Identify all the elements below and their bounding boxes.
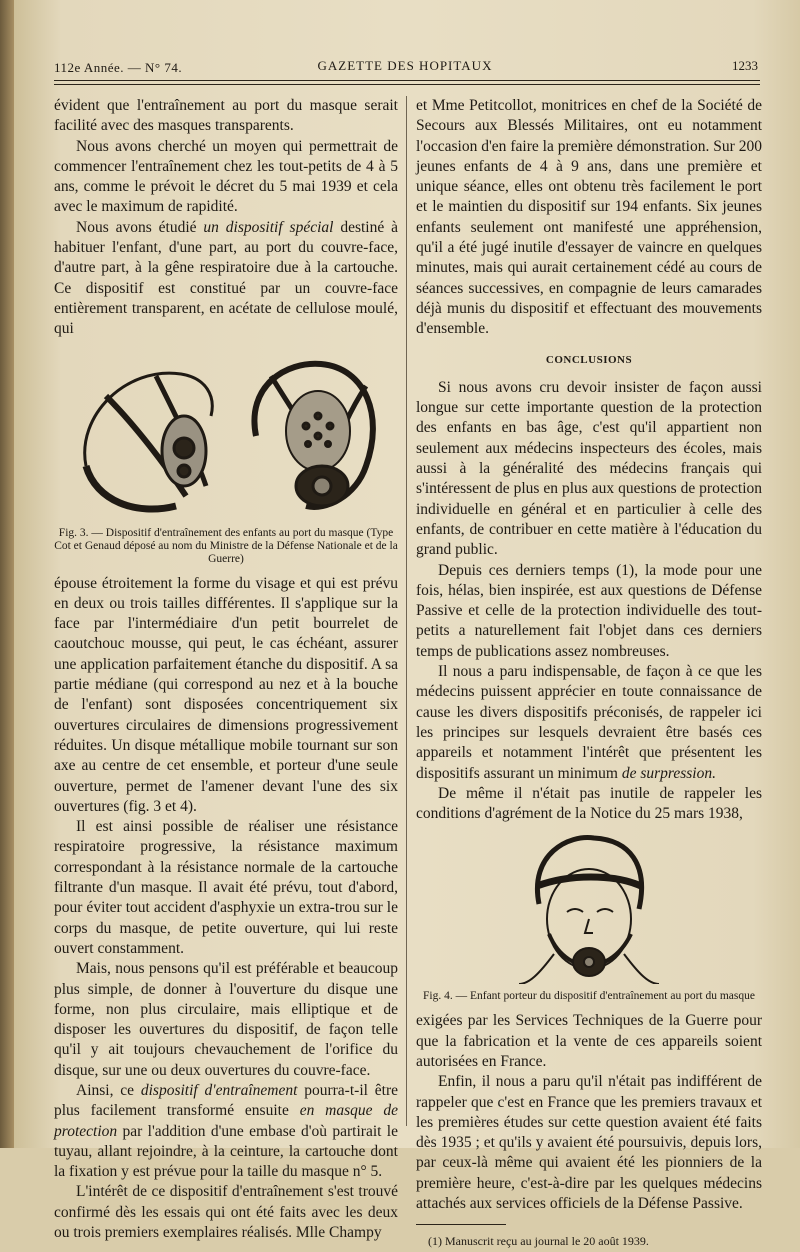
hair bbox=[537, 838, 641, 909]
section-heading: CONCLUSIONS bbox=[545, 353, 633, 366]
footnote-rule bbox=[416, 1224, 506, 1225]
header-rule-double bbox=[54, 84, 760, 85]
paragraph: Il est ainsi possible de réaliser une résistance respiratoire progressive, la résistance maximum correspondant à la résistance normale de la cartouche filtrante d'un masque. Il avait été prévu, tout d'abord, pour éviter tout accident d'asphyxie un extra-trou sur le corps du masque, de petite ouverture, qui lui reste ouvert constamment. bbox=[54, 818, 398, 957]
paragraph: et Mme Petitcollot, monitrices en chef de la Société de Secours aux Blessés Militaires, ont eu notamment l'occasion d'en faire la première démonstration. Sur 200 jeunes enfants de 4 à 9 ans, dans une première et unique séance, elles ont obtenu très facilement le port et le maintien du dispositif sur 194 enfants. Six jeunes enfants seulement ont manifesté une appréhension, qu'il a été jugé inutile d'essayer de vaincre en quelques minutes, mais qui aurait certainement cédé au cours de séances successives, en compagnie de leurs camarades déjà munis du dispositif et effectuant des mouvements d'ensemble. bbox=[416, 97, 762, 338]
journal-title: GAZETTE DES HOPITAUX bbox=[317, 58, 493, 73]
paragraph: De même il n'était pas inutile de rappeler les conditions d'agrément de la Notice du 25 mars 1938, bbox=[416, 784, 762, 823]
paragraph: Il nous a paru indispensable, de façon à ce que les médecins puissent apprécier en toute connaissance de cause les divers dispositifs préconisés, de rappeler ici les principes sur lesquels devraient être basés ces appareils et notamment l'intérêt que présentent les dispositifs assurant un minimum de surpression. bbox=[416, 663, 762, 782]
column-divider bbox=[406, 96, 407, 1126]
page-number: 1233 bbox=[732, 58, 758, 73]
emphasis: un dispositif spécial bbox=[203, 218, 334, 236]
paragraph: Nous avons cherché un moyen qui permettrait de commencer l'entraînement chez les tout-petits de 4 à 5 ans, comme le prévoit le décret du 5 mai 1939 et cela avec le maximum de rapidité. bbox=[54, 137, 398, 216]
paragraph: Mais, nous pensons qu'il est préférable et beaucoup plus simple, de donner à l'ouverture du disque une forme, non plus circulaire, mais elliptique et de disposer les ouvertures du dispositif, de façon telle qu'il y ait toujours chevauchement de l'orifice du disque, sur une ou deux ouvertures du couvre-face. bbox=[54, 960, 398, 1079]
paragraph: Enfin, il nous a paru qu'il n'était pas indifférent de rappeler que c'est en France que les premiers travaux et les premières études sur cette question avaient été faits dès 1935 ; et qu'ils y avaient été poursuivis, depuis lors, par ceux-là même qui avaient été les pionniers de la première heure, c'est-à-dire par les quelques médecins attachés aux services officiels de la Défense Passive. bbox=[416, 1073, 762, 1213]
emphasis: dispositif d'entraînement bbox=[140, 1081, 298, 1099]
paragraph: Depuis ces derniers temps (1), la mode pour une fois, hélas, bien inspirée, est aux questions de Défense Passive et celle de la protection individuelle des tout-petits a naturellement fait l'objet dans ces derniers temps de publications assez nombreuses. bbox=[416, 561, 762, 660]
figure-3-mask-illustration bbox=[66, 356, 386, 521]
figure-3-caption: Fig. 3. — Dispositif d'entraînement des enfants au port du masque (Type Cot et Genaud déposé au nom du Ministre de la Défense Nationale et de la Guerre) bbox=[54, 526, 398, 565]
paragraph: Si nous avons cru devoir insister de façon aussi longue sur cette importante question de la protection des enfants en bas âge, c'est qu'il appartient non seulement aux médecins inspecteurs des écoles, mais aussi à la généralité des médecins français qui s'intéressent de plus en plus aux questions de protection individuelle en général et en particulier à celle des enfants, de contribuer en cette matière à l'éducation du grand public. bbox=[416, 378, 762, 559]
emphasis: de surpression. bbox=[621, 764, 716, 782]
left-column bbox=[54, 96, 398, 1243]
issue-number: 112e Année. — N° 74. bbox=[54, 60, 183, 75]
paragraph: Nous avons étudié un dispositif spécial destiné à habituer l'enfant, d'une part, au port du couvre-face, d'autre part, à la gêne respiratoire due à la cartouche. Ce dispositif est constitué par un couvre-face entièrement transparent, en acétate de cellulose moulé, qui bbox=[54, 218, 399, 338]
headband bbox=[537, 877, 641, 886]
page-binding-edge bbox=[0, 0, 14, 1148]
paragraph: évident que l'entraînement au port du masque serait facilité avec des masques transparents. bbox=[54, 97, 398, 135]
right-column bbox=[416, 96, 762, 1252]
paragraph: épouse étroitement la forme du visage et qui est prévu en deux ou trois tailles différentes. Il s'applique sur la face par l'intermédiaire d'un petit bourrelet de caoutchouc mousse, qui peut, le cas échéant, assurer une application parfaitement étanche du dispositif. A sa partie médiane (qui correspond au nez et à la bouche de l'enfant) sont disposées concentriquement six ouvertures circulaires de dimensions progressivement réduites. Un disque métallique mobile tournant sur son axe au centre de cet ensemble, et porteur d'une seule ouverture, permet de l'amener devant l'une des six ouvertures (fig. 3 et 4). bbox=[54, 574, 398, 815]
header-rule bbox=[54, 80, 760, 81]
mask-front-view bbox=[254, 363, 372, 506]
paragraph: L'intérêt de ce dispositif d'entraînement s'est trouvé confirmé dès les essais qui ont été faits avec les deux ou trois premiers exemplaires réalisés. Mlle Champy bbox=[54, 1183, 398, 1242]
emphasis: en masque de protection bbox=[54, 1102, 398, 1140]
figure-4-child-illustration bbox=[499, 834, 679, 984]
running-header bbox=[40, 58, 770, 78]
paragraph: exigées par les Services Techniques de la Guerre pour que la fabrication et la vente de ces appareils soient autorisées en France. bbox=[416, 1012, 762, 1070]
paragraph: Ainsi, ce dispositif d'entraînement pourra-t-il être plus facilement transformé ensuite en masque de protection par l'addition d'une embase d'où partirait le tuyau, allant rejoindre, à la ceinture, la cartouche dont la fixation y est prévue pour la taille du masque n° 5. bbox=[54, 1081, 398, 1181]
figure-4-caption: Fig. 4. — Enfant porteur du dispositif d'entraînement au port du masque bbox=[423, 990, 755, 1003]
footnote: (1) Manuscrit reçu au journal le 20 août 1939. bbox=[428, 1234, 649, 1249]
mask-side-view bbox=[85, 373, 213, 509]
